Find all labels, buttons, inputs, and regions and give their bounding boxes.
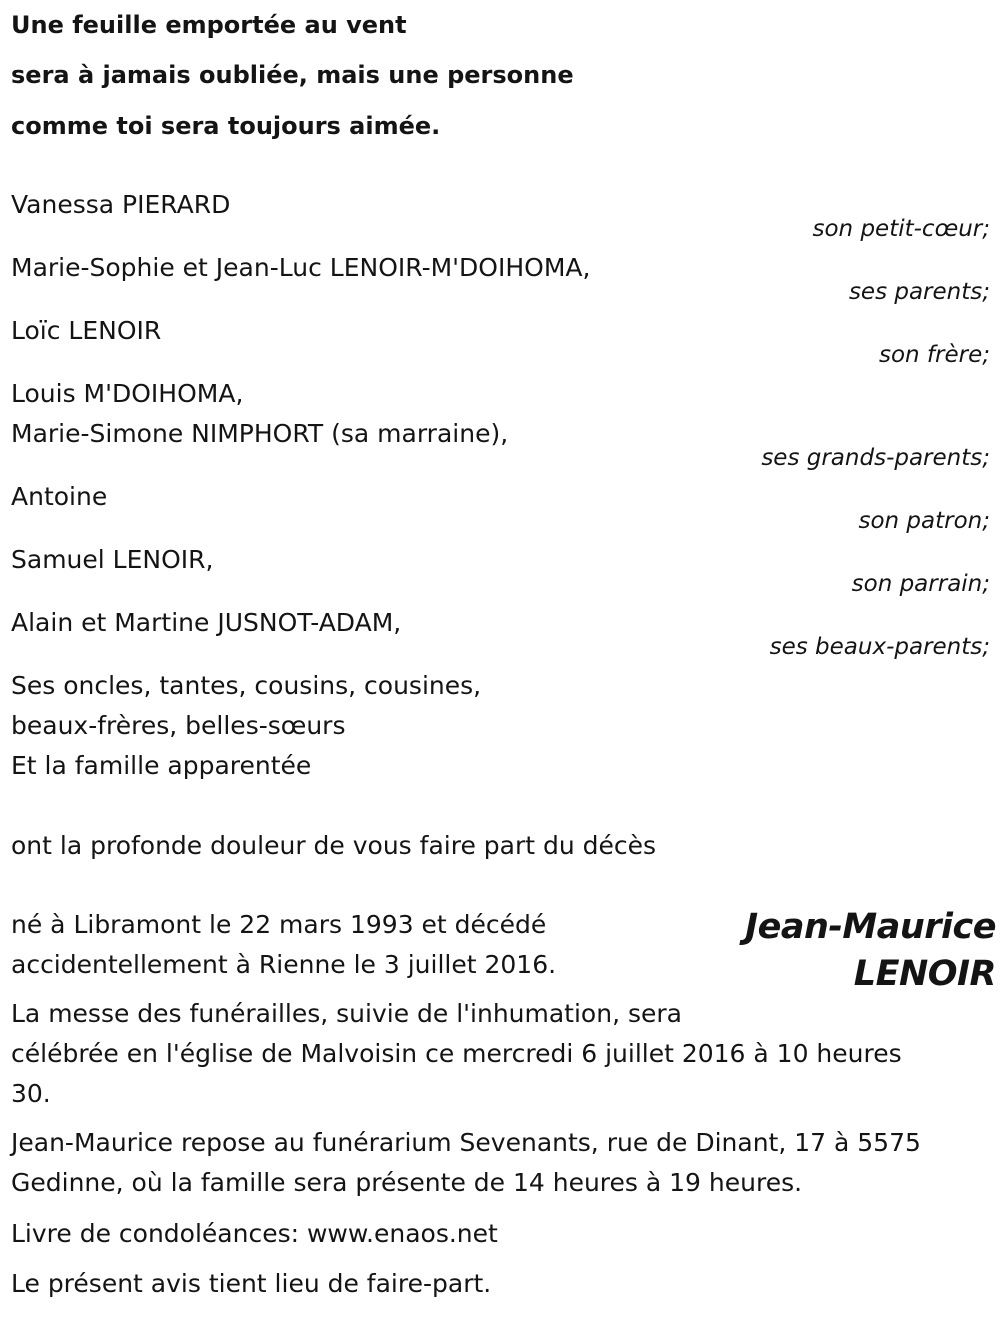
family-relation-beaux-parents: ses beaux-parents; — [769, 634, 990, 660]
family-name-frere: Loïc LENOIR — [11, 316, 162, 345]
birth-death-line-2: accidentellement à Rienne le 3 juillet 2016. — [11, 950, 557, 979]
deceased-first-name: Jean-Maurice — [745, 907, 996, 947]
funeral-line-1: La messe des funérailles, suivie de l'inhumation, sera — [11, 999, 682, 1028]
extended-family-line-1: Ses oncles, tantes, cousins, cousines, — [11, 671, 482, 700]
family-relation-patron: son patron; — [858, 508, 990, 534]
funerarium-line-2: Gedinne, où la famille sera présente de 14 heures à 19 heures. — [11, 1168, 803, 1197]
extended-family-line-3: Et la famille apparentée — [11, 751, 312, 780]
condolences-text: Livre de condoléances: www.enaos.net — [11, 1219, 498, 1248]
funeral-line-2: célébrée en l'église de Malvoisin ce mercredi 6 juillet 2016 à 10 heures — [11, 1039, 902, 1068]
family-name-parents: Marie-Sophie et Jean-Luc LENOIR-M'DOIHOMA, — [11, 253, 591, 282]
family-name-grands-parents-1: Louis M'DOIHOMA, — [11, 379, 244, 408]
family-relation-grands-parents: ses grands-parents; — [761, 445, 990, 471]
family-name-parrain: Samuel LENOIR, — [11, 545, 214, 574]
announcement-text: ont la profonde douleur de vous faire part du décès — [11, 831, 657, 860]
family-relation-parents: ses parents; — [848, 279, 990, 305]
funeral-line-3: 30. — [11, 1079, 51, 1108]
funerarium-line-1: Jean-Maurice repose au funérarium Sevenants, rue de Dinant, 17 à 5575 — [11, 1128, 921, 1157]
family-relation-petit-coeur: son petit-cœur; — [812, 216, 990, 242]
family-relation-parrain: son parrain; — [851, 571, 990, 597]
family-name-beaux-parents: Alain et Martine JUSNOT-ADAM, — [11, 608, 402, 637]
poem-line-2: sera à jamais oubliée, mais une personne — [11, 61, 574, 89]
family-name-grands-parents-2: Marie-Simone NIMPHORT (sa marraine), — [11, 419, 509, 448]
birth-death-line-1: né à Libramont le 22 mars 1993 et décédé — [11, 910, 547, 939]
family-relation-frere: son frère; — [878, 342, 990, 368]
extended-family-line-2: beaux-frères, belles-sœurs — [11, 711, 346, 740]
family-name-petit-coeur: Vanessa PIERARD — [11, 190, 231, 219]
family-name-patron: Antoine — [11, 482, 108, 511]
deceased-last-name: LENOIR — [853, 954, 996, 994]
poem-line-1: Une feuille emportée au vent — [11, 11, 407, 39]
poem-line-3: comme toi sera toujours aimée. — [11, 112, 441, 140]
notice-text: Le présent avis tient lieu de faire-part. — [11, 1269, 492, 1298]
